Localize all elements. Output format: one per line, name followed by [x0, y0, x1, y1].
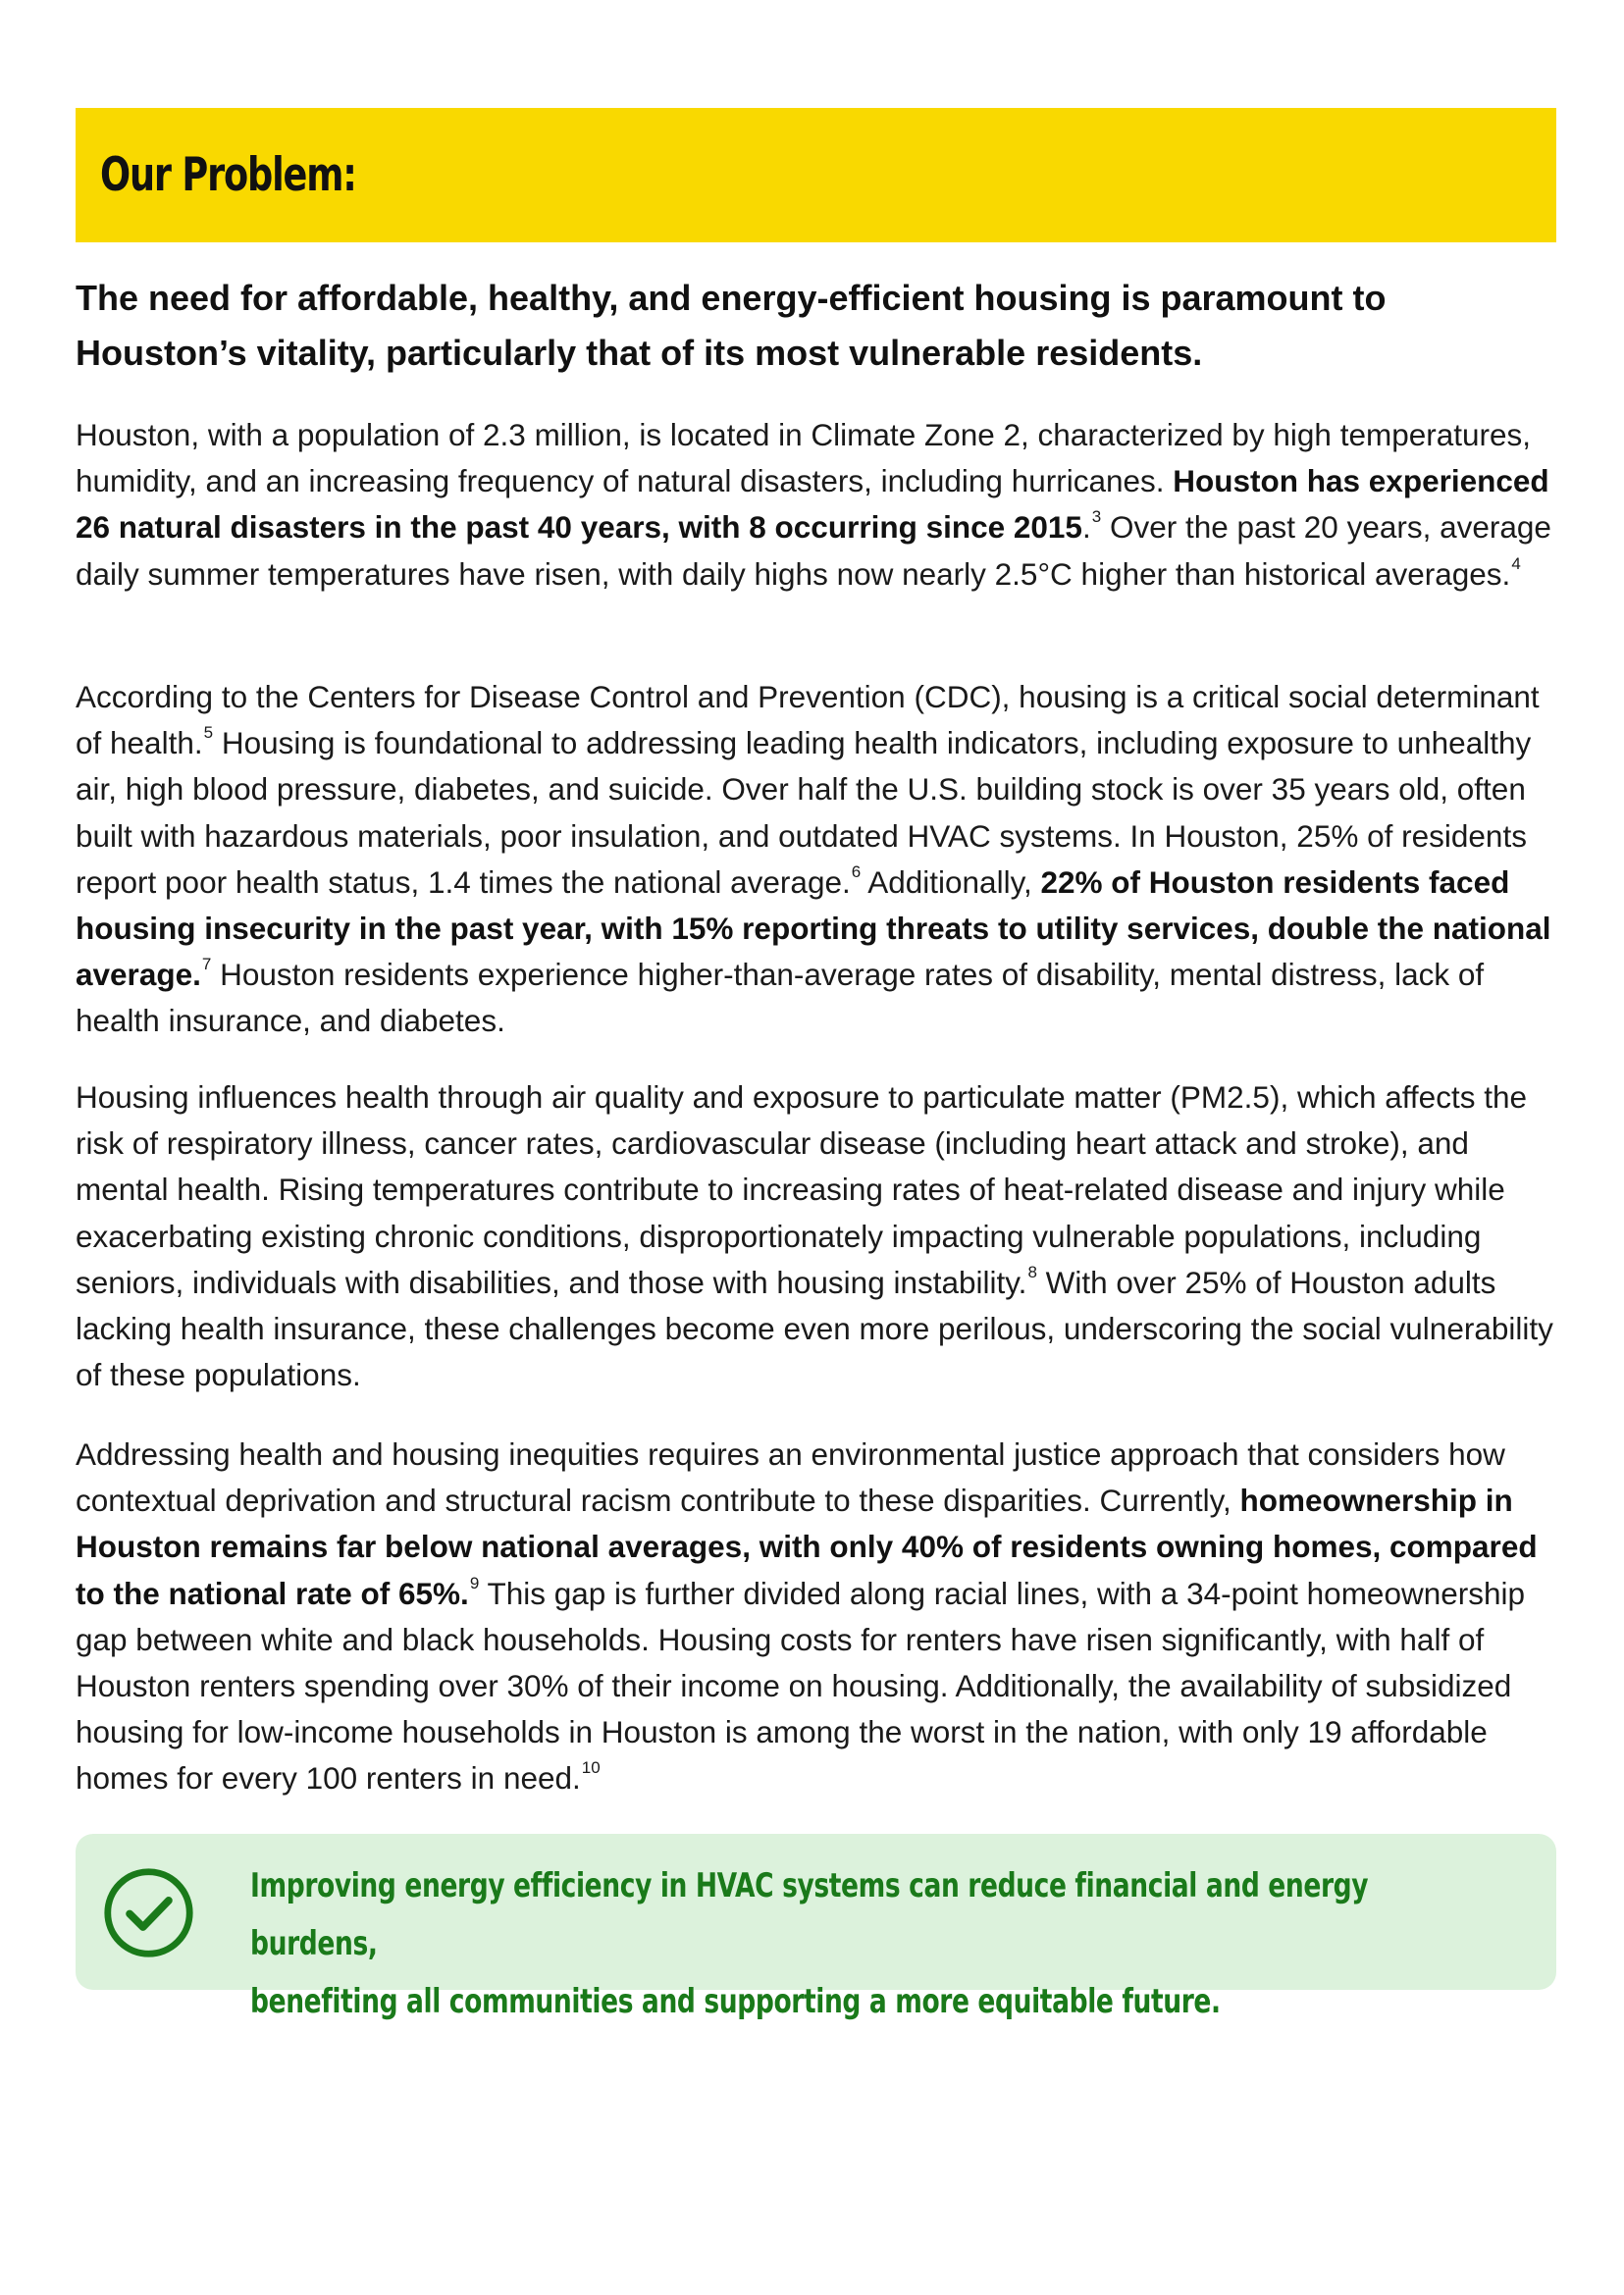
footnote-ref: 9	[469, 1573, 480, 1592]
footnote-ref: 6	[851, 861, 862, 881]
paragraph-bold-text: Houston has experienced 26 natural disasters in the past 40 years, with 8 occurring since 2015	[76, 463, 1549, 546]
section-title: Our Problem:	[100, 148, 356, 202]
paragraph-text: Housing is foundational to addressing leading health indicators, including exposure to unhealthy air, high blood pressure, diabetes, and suicide. Over half the U.S. building stock is over 35 years old, often built with hazardous materials, poor insulation, and outdated HVAC systems. In Houston, 25% of residents report poor health status, 1.4 times the national average.	[76, 725, 1532, 900]
callout-box	[76, 1834, 1556, 2021]
paragraph-air-quality	[76, 1074, 1562, 1398]
paragraph-text: Housing influences health through air quality and exposure to particulate matter (PM2.5), which affects the risk of respiratory illness, cancer rates, cardiovascular disease (including heart attack and stroke), and mental health. Rising temperatures contribute to increasing rates of heat-related disease and injury while exacerbating existing chronic conditions, disproportionately impacting vulnerable populations, including seniors, individuals with disabilities, and those with housing instability.	[76, 1079, 1527, 1300]
paragraph-bold-text: homeownership in Houston remains far below national averages, with only 40% of residents owning homes, compared to the national rate of 65%.	[76, 1483, 1538, 1611]
callout-line-1: Improving energy efficiency in HVAC systems can reduce financial and energy burdens,	[250, 1866, 1369, 1963]
paragraph-text: Houston, with a population of 2.3 million, is located in Climate Zone 2, characterized by high temperatures, humidity, and an increasing frequency of natural disasters, including hurricanes.	[76, 417, 1532, 499]
section-subtitle: The need for affordable, healthy, and energy-efficient housing is paramount to Houston’s vitality, particularly that of its most vulnerable residents.	[76, 278, 1387, 373]
footnote-ref: 5	[203, 723, 214, 743]
paragraph-text: This gap is further divided along racial lines, with a 34-point homeownership gap between white and black households. Housing costs for renters have risen significantly, with half of Houston renters spending over 30% of their income on housing. Additionally, the availability of subsidized housing for low-income households in Houston is among the worst in the nation, with only 19 affordable homes for every 100 renters in need.	[76, 1575, 1526, 1797]
footnote-ref: 8	[1027, 1262, 1037, 1281]
paragraph-text: With over 25% of Houston adults lacking health insurance, these challenges become even more perilous, underscoring the social vulnerability of these populations.	[76, 1264, 1553, 1393]
paragraph-bold-text: 22% of Houston residents faced housing insecurity in the past year, with 15% reporting threats to utility services, double the national average.	[76, 863, 1551, 993]
paragraph-text: Houston residents experience higher-than-average rates of disability, mental distress, lack of health insurance, and diabetes.	[76, 957, 1485, 1039]
footnote-ref: 7	[201, 955, 212, 974]
paragraph-equity	[76, 1432, 1562, 1802]
section-banner	[76, 108, 1556, 242]
paragraph-text: .	[1081, 509, 1091, 546]
footnote-ref: 10	[581, 1758, 601, 1778]
callout-text	[250, 1857, 1475, 2031]
footnote-ref: 4	[1511, 553, 1521, 573]
paragraph-text: Additionally,	[861, 863, 1041, 900]
check-circle-icon	[101, 1865, 196, 1960]
paragraph-climate	[76, 412, 1562, 598]
paragraph-text: Addressing health and housing inequities requires an environmental justice approach that considers how contextual deprivation and structural racism contribute to these disparities. Currently,	[76, 1436, 1505, 1519]
callout-line-2: benefiting all communities and supporting a more equitable future.	[250, 1982, 1221, 2021]
footnote-ref: 3	[1091, 507, 1102, 527]
paragraph-text: Over the past 20 years, average daily summer temperatures have risen, with daily highs now nearly 2.5°C higher than historical averages.	[76, 509, 1551, 592]
paragraph-text: According to the Centers for Disease Control and Prevention (CDC), housing is a critical social determinant of health.	[76, 679, 1540, 761]
paragraph-health	[76, 674, 1562, 1045]
